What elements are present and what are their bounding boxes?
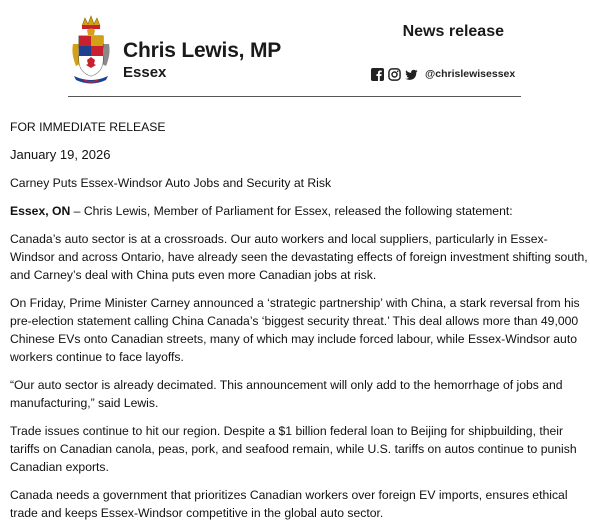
paragraph: Canada’s auto sector is at a crossroads. Our auto workers and local suppliers, particularly in Essex-Windsor and across Ontario, have already seen the devastating effects of foreign investment shifting south, and Carney’s deal with China puts even more Canadian jobs at risk. <box>10 232 588 282</box>
letterhead <box>0 0 590 100</box>
release-lead <box>10 202 590 220</box>
twitter-icon[interactable] <box>405 68 418 81</box>
quote-paragraph: “Our auto sector is already decimated. This announcement will only add to the hemorrhage of jobs and manufacturing,” said Lewis. <box>10 378 563 410</box>
document-type-label: News release <box>402 23 504 40</box>
release-date: January 19, 2026 <box>10 147 111 162</box>
riding-name: Essex <box>123 64 167 81</box>
release-body <box>10 118 590 532</box>
paragraph: Canada needs a government that prioritizes Canadian workers over foreign EV imports, ensures ethical trade and keeps Essex-Windsor competitive in the global auto sector. <box>10 488 568 520</box>
paragraph: On Friday, Prime Minister Carney announced a ‘strategic partnership’ with China, a stark reversal from his pre-election statement calling China Canada’s ‘biggest security threat.’ This deal allows more than 49,000 Chinese EVs onto Canadian streets, many of which may include forced labour, while Essex-Windsor auto workers continue to face layoffs. <box>10 296 580 364</box>
social-handle[interactable]: @chrislewisessex <box>425 68 516 80</box>
header-divider <box>68 96 521 97</box>
mp-name: Chris Lewis, MP <box>123 39 282 62</box>
lead-text: – Chris Lewis, Member of Parliament for Essex, released the following statement: <box>70 204 513 218</box>
coat-of-arms-icon <box>70 14 112 88</box>
paragraph: Trade issues continue to hit our region. Despite a $1 billion federal loan to Beijing for shipbuilding, their tariffs on Canadian canola, peas, pork, and seafood remain, while U.S. tariffs on autos continue to punish Canadian exports. <box>10 424 577 474</box>
release-headline: Carney Puts Essex-Windsor Auto Jobs and Security at Risk <box>10 176 332 190</box>
social-links <box>371 66 515 82</box>
dateline: Essex, ON <box>10 204 71 218</box>
facebook-icon[interactable] <box>371 68 384 81</box>
instagram-icon[interactable] <box>388 68 401 81</box>
release-embargo: FOR IMMEDIATE RELEASE <box>10 120 166 134</box>
